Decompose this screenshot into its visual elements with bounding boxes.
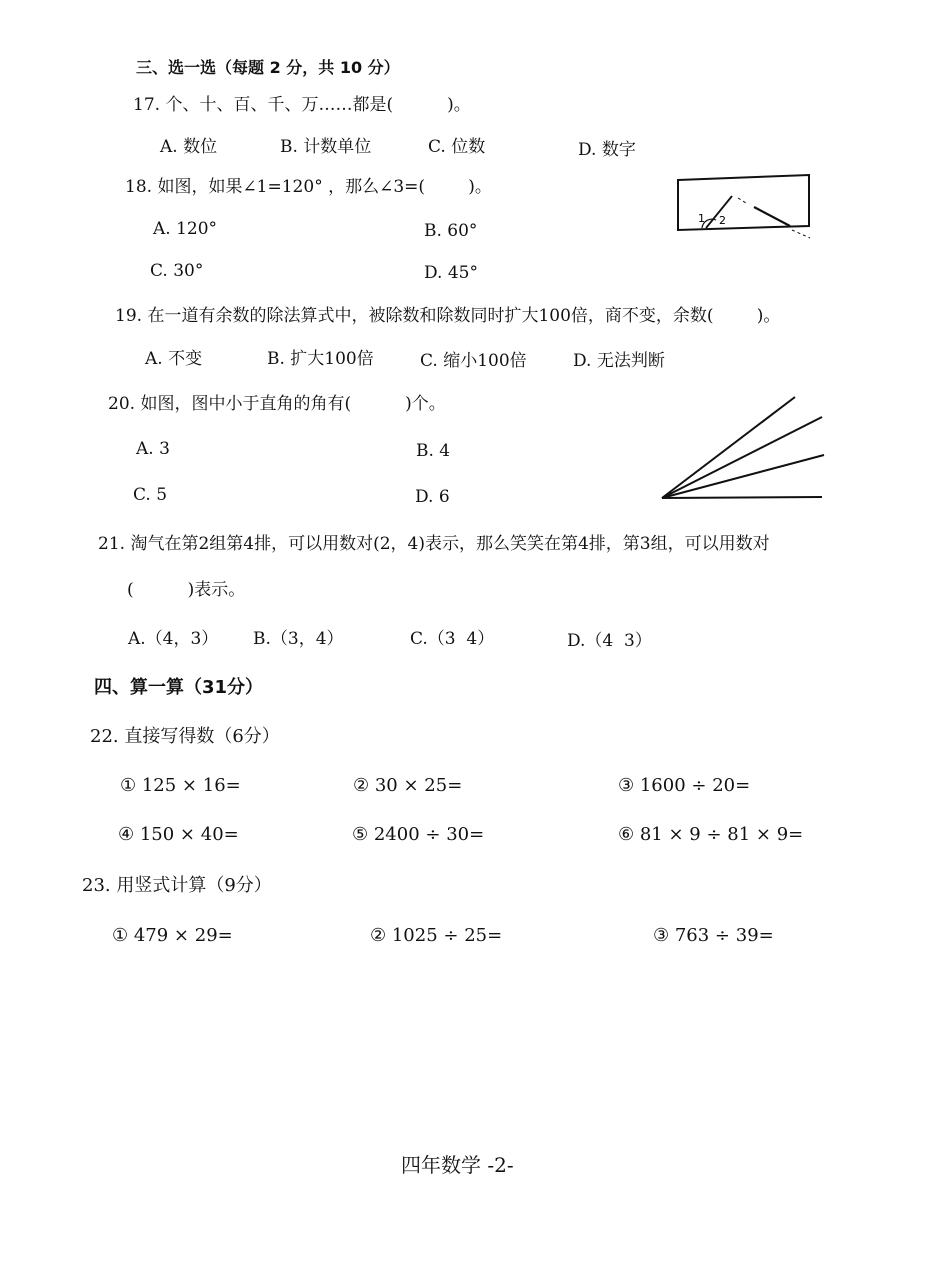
q19-option-b: B. 扩大100倍 (267, 349, 374, 369)
section-4-heading: 四、算一算（31分） (94, 677, 264, 698)
q18-angle-figure (672, 170, 817, 242)
q21-option-a: A.（4，3） (128, 629, 219, 649)
question-22-title: 22. 直接写得数（6分） (90, 726, 280, 747)
angle-2-label: 2 (719, 214, 726, 227)
page-footer-label: 四年数学 -2- (401, 1153, 514, 1177)
q22-item-5: ⑤ 2400 ÷ 30= (352, 824, 485, 845)
q23-item-3: ③ 763 ÷ 39= (653, 925, 774, 946)
q22-item-3: ③ 1600 ÷ 20= (618, 775, 751, 796)
q20-option-a: A. 3 (136, 439, 170, 459)
q17-option-c: C. 位数 (428, 137, 486, 157)
q23-item-2: ② 1025 ÷ 25= (370, 925, 503, 946)
q22-item-6: ⑥ 81 × 9 ÷ 81 × 9= (618, 824, 804, 845)
q18-option-b: B. 60° (424, 221, 478, 241)
question-20-text: 20. 如图，图中小于直角的角有( )个。 (108, 394, 446, 414)
q18-option-c: C. 30° (150, 261, 204, 281)
question-21-text-line-2: ( )表示。 (127, 580, 246, 600)
q18-option-d: D. 45° (424, 263, 478, 283)
q22-item-4: ④ 150 × 40= (118, 824, 239, 845)
section-3-heading: 三、选一选（每题 2 分，共 10 分） (136, 58, 400, 77)
q17-option-d: D. 数字 (578, 140, 636, 160)
q21-option-c: C.（3 4） (410, 629, 495, 649)
q22-item-2: ② 30 × 25= (353, 775, 463, 796)
q20-rays-figure (655, 390, 835, 506)
q20-option-c: C. 5 (133, 485, 168, 505)
q19-option-d: D. 无法判断 (573, 351, 665, 371)
question-19-text: 19. 在一道有余数的除法算式中，被除数和除数同时扩大100倍，商不变，余数( )。 (115, 306, 781, 326)
question-21-text-line-1: 21. 淘气在第2组第4排，可以用数对(2，4)表示，那么笑笑在第4排，第3组，可以用数对 (98, 534, 770, 554)
q20-option-b: B. 4 (416, 441, 451, 461)
q17-option-b: B. 计数单位 (280, 137, 372, 157)
q19-option-a: A. 不变 (145, 349, 203, 369)
q22-item-1: ① 125 × 16= (120, 775, 241, 796)
q20-option-d: D. 6 (415, 487, 450, 507)
q18-option-a: A. 120° (153, 219, 218, 239)
question-18-text: 18. 如图，如果∠1=120° ，那么∠3=( )。 (125, 177, 492, 197)
q23-item-1: ① 479 × 29= (112, 925, 233, 946)
q21-option-d: D.（4 3） (567, 631, 652, 651)
q21-option-b: B.（3，4） (253, 629, 344, 649)
question-17-text: 17. 个、十、百、千、万……都是( )。 (133, 95, 471, 115)
q17-option-a: A. 数位 (160, 137, 218, 157)
question-23-title: 23. 用竖式计算（9分） (82, 875, 272, 896)
q19-option-c: C. 缩小100倍 (420, 351, 527, 371)
angle-1-label: 1 (698, 212, 705, 225)
